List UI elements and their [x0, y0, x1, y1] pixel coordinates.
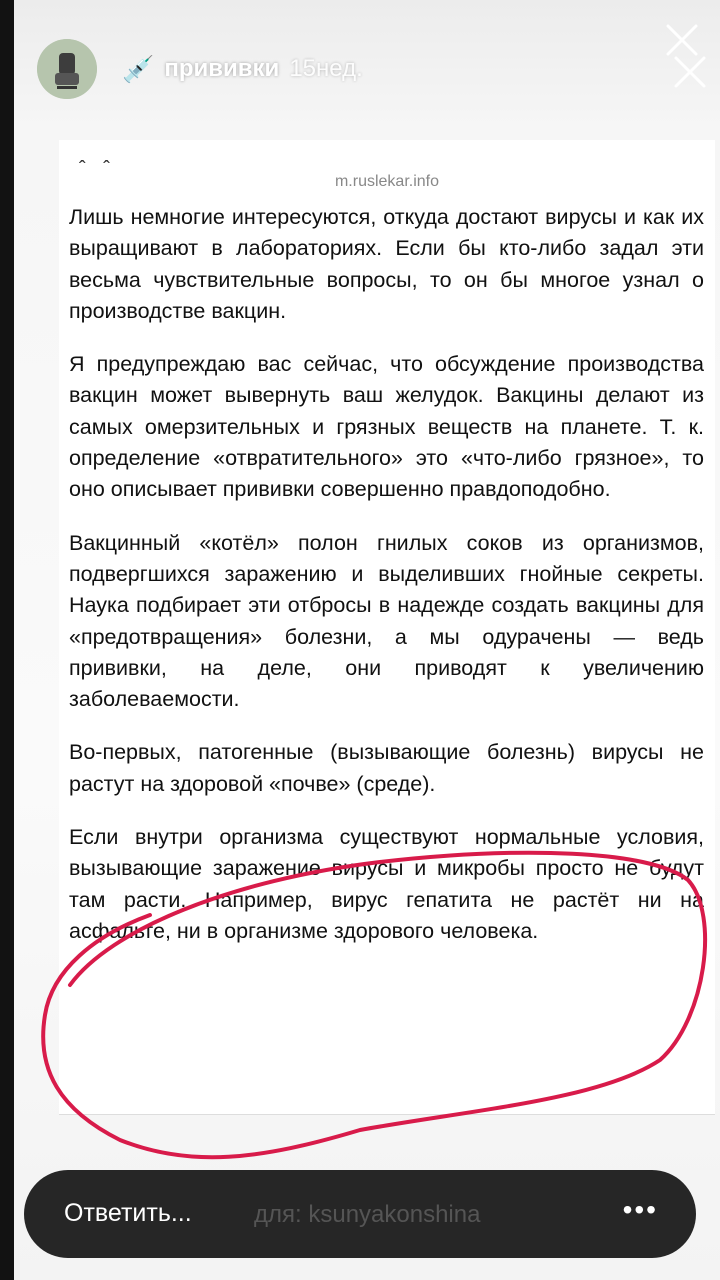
- reply-input[interactable]: Ответить...: [64, 1199, 192, 1227]
- story-username[interactable]: прививки: [164, 55, 280, 82]
- paragraph-3: Вакцинный «котёл» полон гнилых соков из организмов, подвергшихся заражению и выделивших гнойные секреты. Наука подбирает эти отбросы в надежде создать вакцины для «предотвращения» болезни, а мы одурачены — ведь прививки, на деле, они приводят к увеличению заболеваемости.: [69, 530, 704, 712]
- avatar-illustration-icon: [37, 39, 97, 99]
- article-screenshot: [59, 140, 715, 1115]
- article-url: m.ruslekar.info: [334, 173, 440, 190]
- article-body: [69, 202, 704, 969]
- paragraph-4: Во-первых, патогенные (вызывающие болезнь) вирусы не растут на здоровой «почве» (среде).: [69, 740, 704, 796]
- story-viewer[interactable]: [14, 0, 720, 1280]
- reply-recipient: для: ksunyakonshina: [254, 1201, 481, 1228]
- chevron-up-icon: ˆ ˆ: [79, 158, 116, 180]
- left-edge-bar: [0, 0, 14, 1280]
- avatar[interactable]: [37, 39, 97, 99]
- more-options-icon[interactable]: •••: [622, 1194, 658, 1225]
- story-header: [122, 52, 363, 86]
- paragraph-2: Я предупреждаю вас сейчас, что обсуждение производства вакцин может вывернуть ваш желудок. Вакцины делают из самых омерзительных и грязных веществ на планете. Т. к. определение «отвратительного» это «что-либо грязное», то оно описывает прививки совершенно правдоподобно.: [69, 352, 704, 502]
- story-timestamp: 15нед.: [289, 55, 363, 82]
- paragraph-5: Если внутри организма существуют нормальные условия, вызывающие заражение вирусы и микробы просто не будут там расти. Например, вирус гепатита не растёт ни на асфальте, ни в организме здорового человека.: [69, 825, 704, 943]
- article-divider: [59, 1114, 715, 1115]
- close-icon-secondary[interactable]: [670, 52, 710, 92]
- reply-bar[interactable]: [24, 1170, 696, 1258]
- syringe-icon: 💉: [122, 53, 155, 84]
- paragraph-1: Лишь немногие интересуются, откуда достают вирусы и как их выращивают в лабораториях. Если бы кто-либо задал эти весьма чувствительные вопросы, то он бы многое узнал о производстве вакцин.: [69, 205, 704, 323]
